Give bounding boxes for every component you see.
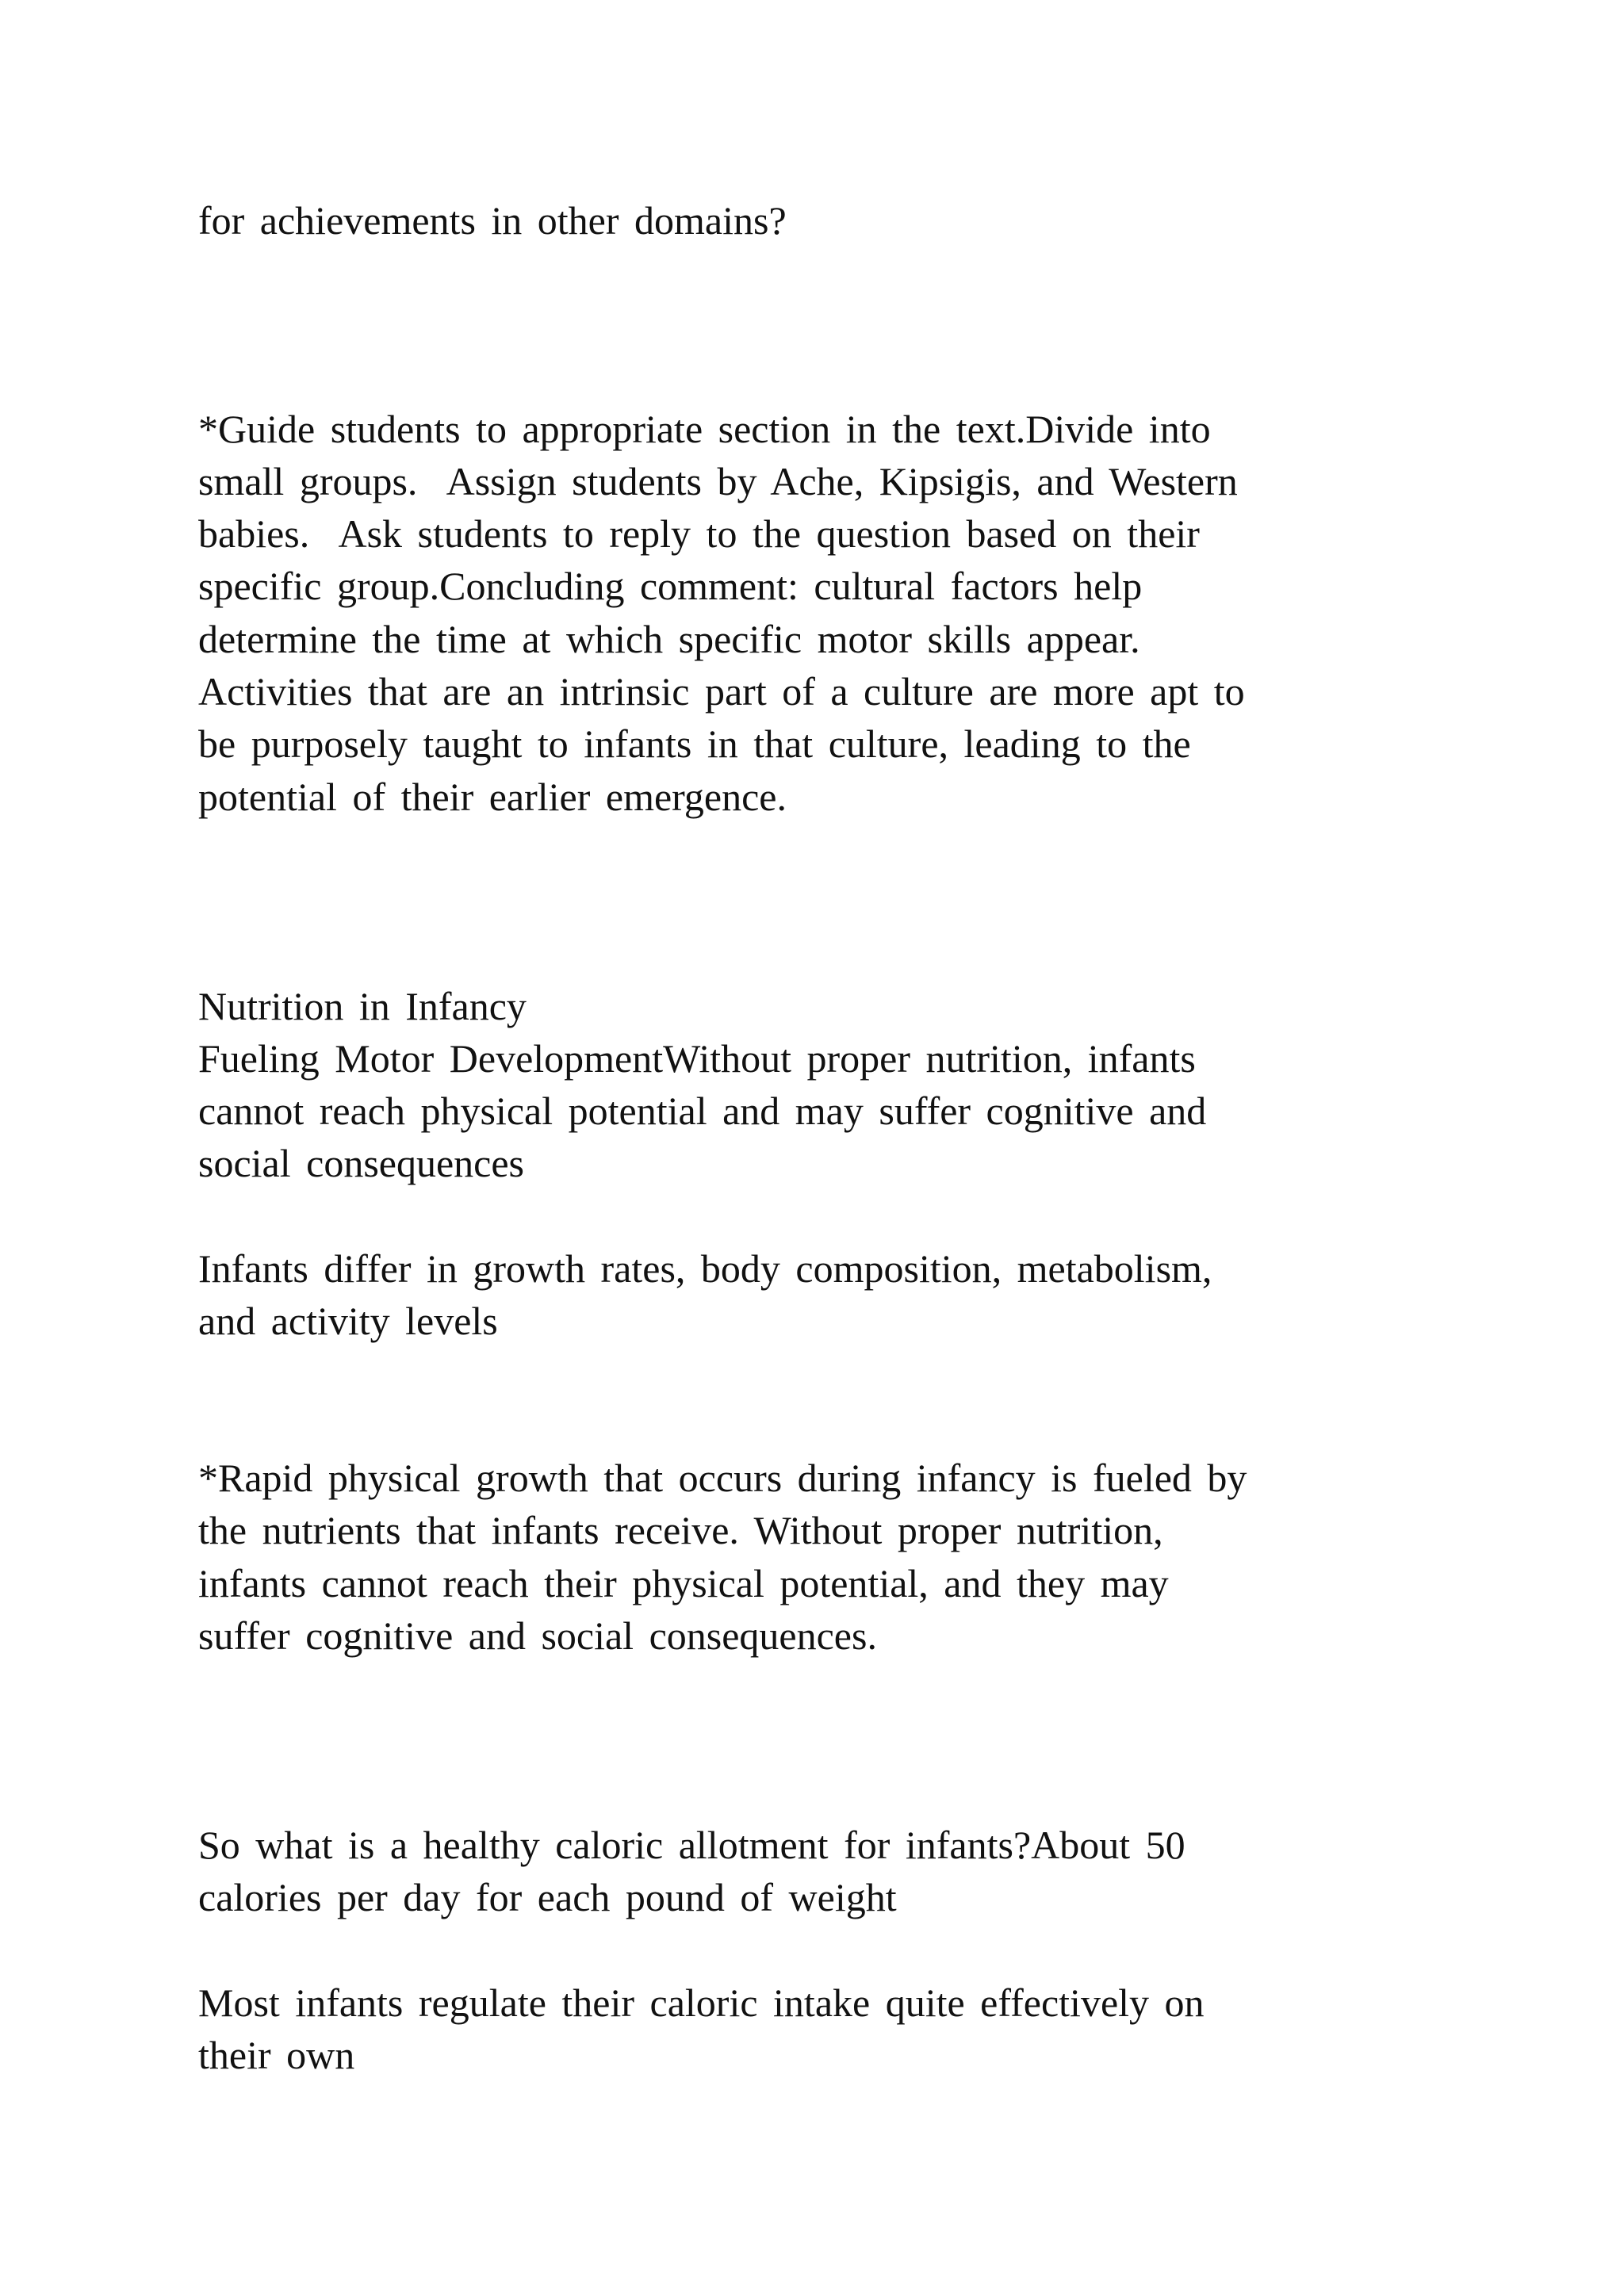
- paragraph-line: suffer cognitive and social consequences.: [198, 1613, 877, 1658]
- paragraph-line: and activity levels: [198, 1299, 498, 1343]
- paragraph-line: be purposely taught to infants in that culture, leading to the: [198, 721, 1191, 766]
- paragraph-line: for achievements in other domains?: [198, 198, 787, 243]
- section-heading: Nutrition in Infancy: [198, 984, 527, 1028]
- paragraph-line: the nutrients that infants receive. Without proper nutrition,: [198, 1508, 1163, 1552]
- paragraph-line: So what is a healthy caloric allotment for infants?About 50: [198, 1823, 1185, 1867]
- paragraph-line: small groups. Assign students by Ache, Kipsigis, and Western: [198, 459, 1238, 503]
- paragraph-line: Activities that are an intrinsic part of a culture are more apt to: [198, 669, 1245, 714]
- paragraph-line: infants cannot reach their physical potential, and they may: [198, 1561, 1169, 1605]
- paragraph-line: Fueling Motor DevelopmentWithout proper nutrition, infants: [198, 1036, 1196, 1081]
- paragraph-line: their own: [198, 2033, 355, 2077]
- paragraph-line: *Guide students to appropriate section in the text.Divide into: [198, 407, 1211, 451]
- paragraph-line: babies. Ask students to reply to the question based on their: [198, 511, 1200, 556]
- paragraph-line: social consequences: [198, 1141, 525, 1185]
- paragraph-line: cannot reach physical potential and may suffer cognitive and: [198, 1089, 1207, 1133]
- paragraph-line: specific group.Concluding comment: cultural factors help: [198, 564, 1143, 608]
- paragraph-line: potential of their earlier emergence.: [198, 775, 787, 819]
- paragraph-line: *Rapid physical growth that occurs during infancy is fueled by: [198, 1456, 1247, 1500]
- paragraph-line: determine the time at which specific motor skills appear.: [198, 617, 1140, 661]
- paragraph-line: calories per day for each pound of weight: [198, 1875, 897, 1919]
- paragraph-line: Infants differ in growth rates, body composition, metabolism,: [198, 1246, 1212, 1291]
- paragraph-line: Most infants regulate their caloric intake quite effectively on: [198, 1980, 1205, 2025]
